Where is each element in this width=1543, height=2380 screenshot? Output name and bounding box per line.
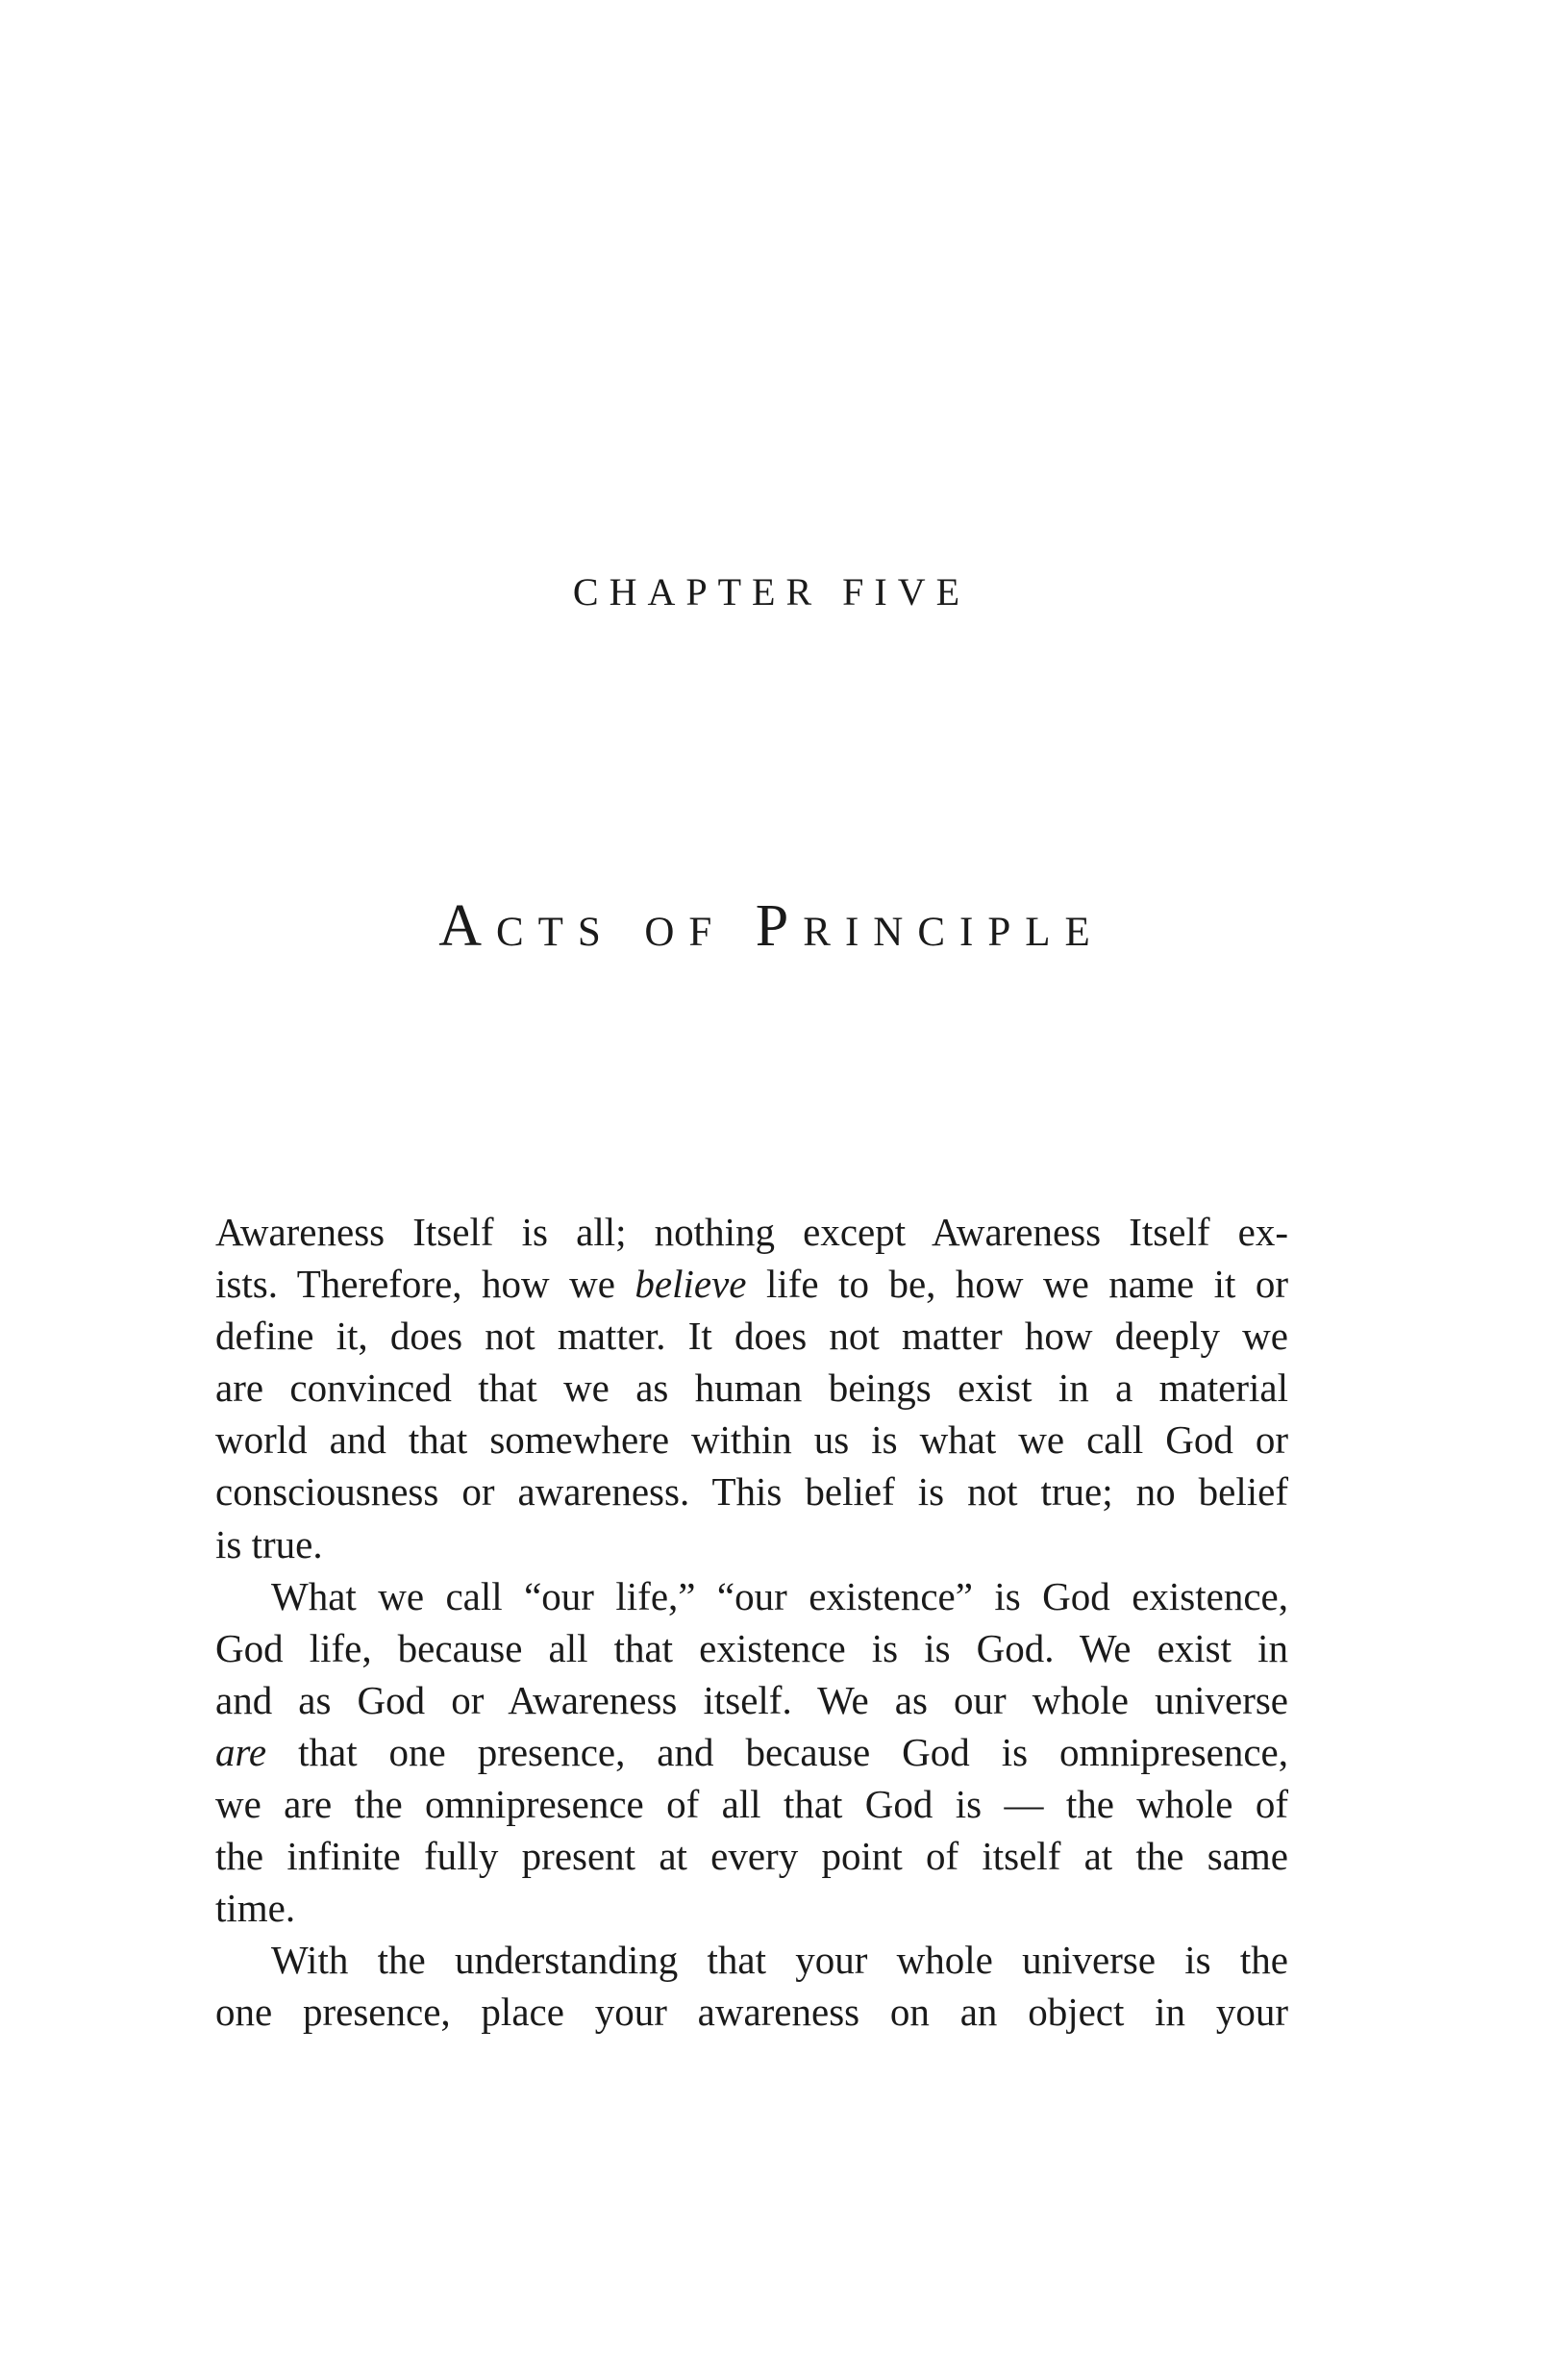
text-line: God life, because all that existence is is God. We exist in <box>215 1625 1288 1670</box>
paragraph <box>215 1934 1288 2038</box>
text-line: and as God or Awareness itself. We as our whole universe <box>215 1677 1288 1722</box>
text-line: consciousness or awareness. This belief is not true; no belief <box>215 1469 1288 1515</box>
paragraph <box>215 1570 1288 1935</box>
text-line: define it, does not matter. It does not matter how deeply we <box>215 1314 1288 1359</box>
body-text <box>215 1206 1288 2039</box>
text-line: time. <box>215 1886 296 1931</box>
text-line: are convinced that we as human beings exist in a material <box>215 1365 1288 1411</box>
text-line: are that one presence, and because God is omnipresence, <box>215 1729 1288 1774</box>
emphasis: believe <box>635 1262 747 1307</box>
paragraph <box>215 1206 1288 1570</box>
emphasis: are <box>215 1729 267 1774</box>
text-line: Awareness Itself is all; nothing except Awareness Itself ex- <box>215 1210 1288 1254</box>
text-line: one presence, place your awareness on an object in your <box>215 1990 1288 2035</box>
text-line: world and that somewhere within us is what we call God or <box>215 1417 1288 1463</box>
text-line: we are the omnipresence of all that God is — the whole of <box>215 1782 1288 1827</box>
chapter-label: CHAPTER FIVE <box>572 570 971 614</box>
chapter-title: Acts of Principle <box>438 893 1105 959</box>
text-line: is true. <box>215 1521 323 1566</box>
text-line: ists. Therefore, how we believe life to be, how we name it or <box>215 1262 1288 1307</box>
text-line: What we call “our life,” “our existence” is God existence, <box>271 1573 1288 1618</box>
text-line: With the understanding that your whole universe is the <box>271 1938 1288 1983</box>
text-line: the infinite fully present at every point of itself at the same <box>215 1834 1288 1879</box>
